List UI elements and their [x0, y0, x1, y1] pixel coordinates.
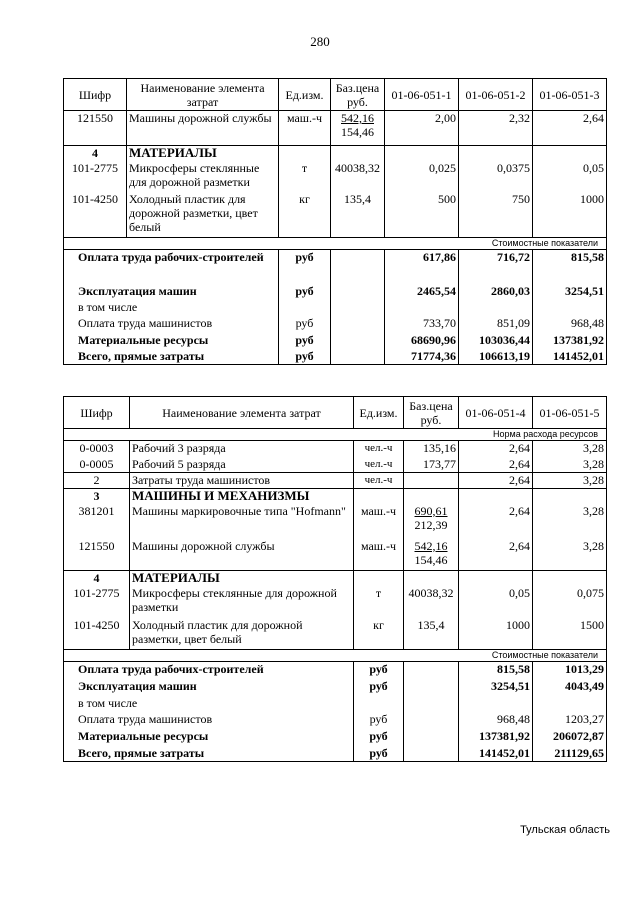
table-row	[64, 161, 607, 192]
row-price	[404, 539, 459, 571]
row-name: Рабочий 3 разряда	[130, 441, 354, 457]
resource-norm-label: Норма расхода ресурсов	[64, 429, 607, 441]
header-norm-5: 01-06-051-5	[533, 397, 607, 429]
row-value: 2,64	[459, 441, 533, 457]
row-code: 0-0003	[64, 441, 130, 457]
row-value: 2,64	[459, 504, 533, 539]
row-value: 2,32	[459, 111, 533, 146]
cost-value: 2465,54	[385, 284, 459, 300]
cost-unit: руб	[279, 333, 331, 349]
cost-unit: руб	[354, 679, 404, 696]
row-name: Затраты труда машинистов	[130, 473, 354, 489]
row-unit: маш.-ч	[279, 111, 331, 146]
row-unit: чел.-ч	[354, 457, 404, 473]
table-row	[64, 441, 607, 457]
section-title: МАШИНЫ И МЕХАНИЗМЫ	[130, 489, 354, 504]
cost-row	[64, 300, 607, 316]
row-value: 0,05	[459, 586, 533, 618]
section-title: МАТЕРИАЛЫ	[127, 146, 279, 161]
table-row	[64, 618, 607, 650]
row-value: 2,64	[459, 457, 533, 473]
row-value: 0,025	[385, 161, 459, 192]
cost-row	[64, 250, 607, 284]
row-value: 1500	[533, 618, 607, 650]
row-value: 0,0375	[459, 161, 533, 192]
row-value: 3,28	[533, 457, 607, 473]
cost-name: Всего, прямые затраты	[64, 746, 354, 762]
cost-value: 106613,19	[459, 349, 533, 365]
row-price: 40038,32	[331, 161, 385, 192]
row-value: 750	[459, 192, 533, 238]
price-bottom: 154,46	[341, 125, 374, 139]
cost-value: 68690,96	[385, 333, 459, 349]
row-name: Холодный пластик для дорожной разметки, цвет белый	[127, 192, 279, 238]
cost-name: в том числе	[64, 300, 279, 316]
row-name: Рабочий 5 разряда	[130, 457, 354, 473]
cost-indicators-label: Стоимостные показатели	[64, 650, 607, 662]
row-code: 101-4250	[64, 192, 127, 238]
price-top: 690,61	[414, 503, 448, 518]
row-value: 1000	[533, 192, 607, 238]
cost-unit: руб	[279, 284, 331, 300]
cost-unit: руб	[279, 250, 331, 284]
cost-name: Эксплуатация машин	[64, 679, 354, 696]
row-code: 381201	[64, 504, 130, 539]
row-code: 0-0005	[64, 457, 130, 473]
cost-name: Оплата труда машинистов	[64, 316, 279, 333]
row-value: 500	[385, 192, 459, 238]
cost-value: 211129,65	[533, 746, 607, 762]
page-number: 280	[310, 34, 330, 49]
row-unit: маш.-ч	[354, 539, 404, 571]
cost-row	[64, 746, 607, 762]
footer-region: Тульская область	[520, 824, 610, 836]
row-unit: маш.-ч	[354, 504, 404, 539]
cost-unit: руб	[354, 662, 404, 679]
row-price: 135,4	[331, 192, 385, 238]
cost-value: 206072,87	[533, 729, 607, 746]
cost-name: Эксплуатация машин	[64, 284, 279, 300]
table-row	[64, 586, 607, 618]
price-bottom: 154,46	[414, 552, 448, 567]
row-unit: кг	[279, 192, 331, 238]
section-number: 4	[64, 146, 127, 161]
cost-value: 3254,51	[533, 284, 607, 300]
row-value: 2,64	[459, 473, 533, 489]
row-price	[404, 473, 459, 489]
row-name: Холодный пластик для дорожной разметки, цвет белый	[130, 618, 354, 650]
header-norm-1: 01-06-051-1	[385, 79, 459, 111]
price-top: 542,16	[341, 111, 374, 125]
cost-value: 815,58	[459, 662, 533, 679]
cost-row	[64, 349, 607, 365]
table-row	[64, 457, 607, 473]
cost-row	[64, 284, 607, 300]
cost-value: 3254,51	[459, 679, 533, 696]
section-title: МАТЕРИАЛЫ	[130, 571, 354, 586]
row-code: 121550	[64, 111, 127, 146]
header-norm-2: 01-06-051-2	[459, 79, 533, 111]
row-unit: т	[354, 586, 404, 618]
cost-value: 141452,01	[533, 349, 607, 365]
row-value: 3,28	[533, 539, 607, 571]
cost-value: 617,86	[385, 250, 459, 284]
row-name: Микросферы стеклянные для дорожной разметки	[127, 161, 279, 192]
cost-value: 141452,01	[459, 746, 533, 762]
row-unit: т	[279, 161, 331, 192]
cost-name: Оплата труда рабочих-строителей	[64, 662, 354, 679]
header-code: Шифр	[64, 397, 130, 429]
row-name: Микросферы стеклянные для дорожной разметки	[130, 586, 354, 618]
cost-row	[64, 696, 607, 712]
header-price: Баз.цена руб.	[404, 397, 459, 429]
cost-name: Материальные ресурсы	[64, 333, 279, 349]
row-code: 101-4250	[64, 618, 130, 650]
row-price: 173,77	[404, 457, 459, 473]
cost-value: 137381,92	[459, 729, 533, 746]
cost-value: 716,72	[459, 250, 533, 284]
cost-row	[64, 712, 607, 729]
row-price	[331, 111, 385, 146]
cost-name: в том числе	[64, 696, 354, 712]
cost-value: 137381,92	[533, 333, 607, 349]
row-value: 0,05	[533, 161, 607, 192]
row-name: Машины дорожной службы	[130, 539, 354, 571]
cost-value: 1203,27	[533, 712, 607, 729]
cost-unit: руб	[279, 316, 331, 333]
resource-table-2	[63, 396, 607, 762]
row-value: 2,00	[385, 111, 459, 146]
cost-unit: руб	[354, 746, 404, 762]
cost-row	[64, 679, 607, 696]
cost-value: 2860,03	[459, 284, 533, 300]
cost-row	[64, 662, 607, 679]
cost-name: Оплата труда рабочих-строителей	[64, 250, 279, 284]
row-unit: чел.-ч	[354, 441, 404, 457]
cost-unit: руб	[354, 729, 404, 746]
cost-value: 1013,29	[533, 662, 607, 679]
cost-row	[64, 316, 607, 333]
cost-name: Оплата труда машинистов	[64, 712, 354, 729]
price-top: 542,16	[414, 538, 448, 553]
header-norm-3: 01-06-051-3	[533, 79, 607, 111]
cost-unit: руб	[354, 712, 404, 729]
section-number: 3	[64, 489, 130, 504]
row-price: 40038,32	[404, 586, 459, 618]
row-unit: чел.-ч	[354, 473, 404, 489]
header-norm-4: 01-06-051-4	[459, 397, 533, 429]
row-price	[404, 504, 459, 539]
cost-name: Всего, прямые затраты	[64, 349, 279, 365]
cost-value: 968,48	[533, 316, 607, 333]
row-code: 101-2775	[64, 161, 127, 192]
header-name: Наименование элемента затрат	[127, 79, 279, 111]
price-bottom: 212,39	[414, 517, 448, 532]
table-row	[64, 111, 607, 146]
table-row	[64, 539, 607, 571]
row-value: 3,28	[533, 441, 607, 457]
cost-value: 103036,44	[459, 333, 533, 349]
row-unit: кг	[354, 618, 404, 650]
table-row	[64, 504, 607, 539]
header-price: Баз.цена руб.	[331, 79, 385, 111]
resource-table-1	[63, 78, 607, 365]
row-code: 2	[64, 473, 130, 489]
row-value: 2,64	[533, 111, 607, 146]
row-value: 3,28	[533, 473, 607, 489]
row-code: 101-2775	[64, 586, 130, 618]
section-row	[64, 571, 607, 586]
cost-value: 733,70	[385, 316, 459, 333]
section-row	[64, 146, 607, 161]
header-name: Наименование элемента затрат	[130, 397, 354, 429]
cost-value: 71774,36	[385, 349, 459, 365]
header-unit: Ед.изм.	[354, 397, 404, 429]
cost-value: 968,48	[459, 712, 533, 729]
row-value: 1000	[459, 618, 533, 650]
cost-value: 815,58	[533, 250, 607, 284]
row-value: 3,28	[533, 504, 607, 539]
cost-value: 851,09	[459, 316, 533, 333]
row-value: 0,075	[533, 586, 607, 618]
table-row	[64, 473, 607, 489]
section-number: 4	[64, 571, 130, 586]
row-value: 2,64	[459, 539, 533, 571]
row-price: 135,4	[404, 618, 459, 650]
row-code: 121550	[64, 539, 130, 571]
row-name: Машины маркировочные типа "Hofmann"	[130, 504, 354, 539]
cost-name: Материальные ресурсы	[64, 729, 354, 746]
row-name: Машины дорожной службы	[127, 111, 279, 146]
cost-value: 4043,49	[533, 679, 607, 696]
cost-unit: руб	[279, 349, 331, 365]
cost-indicators-label: Стоимостные показатели	[64, 238, 607, 250]
row-price: 135,16	[404, 441, 459, 457]
header-code: Шифр	[64, 79, 127, 111]
section-row	[64, 489, 607, 504]
cost-row	[64, 729, 607, 746]
table-row	[64, 192, 607, 238]
cost-row	[64, 333, 607, 349]
header-unit: Ед.изм.	[279, 79, 331, 111]
